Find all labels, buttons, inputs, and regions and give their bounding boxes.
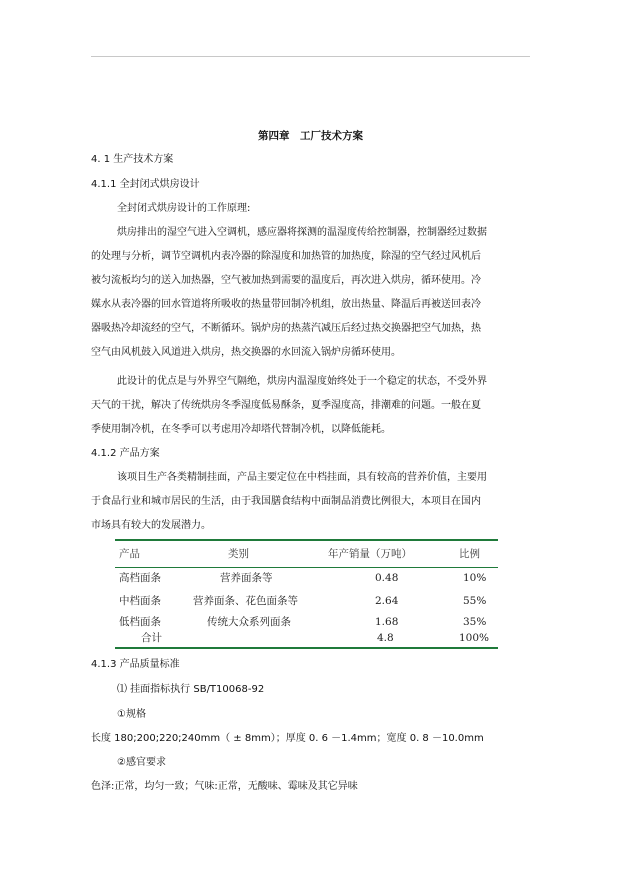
paragraph-line: 器吸热冷却流经的空气，不断循环。锅炉房的热蒸汽减压后经过热交换器把空气加热，热: [91, 323, 481, 334]
paragraph-line: 市场具有较大的发展潜力。: [91, 520, 211, 531]
table-cell: 2.64: [375, 595, 399, 607]
header-rule: [91, 56, 530, 57]
table-cell: 高档面条: [119, 572, 161, 584]
table-header-rule: [115, 567, 498, 568]
principle-paragraph: [91, 226, 521, 370]
table-cell: 营养面条、花色面条等: [193, 595, 298, 607]
principle-heading: 全封闭式烘房设计的工作原理:: [117, 203, 251, 214]
table-cell: 0.48: [375, 572, 399, 584]
table-cell: 低档面条: [119, 616, 161, 628]
table-header-ratio: 比例: [459, 548, 480, 560]
advantage-paragraph: [91, 375, 521, 447]
table-bottom-rule: [115, 647, 498, 649]
spec-text: 长度 180;200;220;240mm（ ± 8mm）；厚度 0. 6 －1.4mm；宽度 0. 8 －10.0mm: [91, 733, 484, 744]
product-table: [115, 539, 498, 649]
chapter-title: 第四章 工厂技术方案: [258, 130, 363, 142]
section-4-1: 4. 1 生产技术方案: [91, 154, 174, 165]
spec-heading: ①规格: [117, 709, 146, 720]
paragraph-line: 的处理与分析，调节空调机内表冷器的除湿度和加热管的加热度，除湿的空气经过风机后: [91, 251, 481, 262]
standard-item-1: ⑴ 挂面指标执行 SB/T10068-92: [117, 684, 265, 695]
table-header-category: 类别: [228, 548, 249, 560]
table-cell: 35%: [463, 616, 487, 628]
paragraph-line: 此设计的优点是与外界空气隔绝，烘房内温湿度始终处于一个稳定的状态，不受外界: [117, 376, 487, 387]
product-paragraph: [91, 471, 521, 543]
paragraph-line: 媒水从表冷器的回水管道将所吸收的热量带回制冷机组，放出热量、降温后再被送回表冷: [91, 299, 481, 310]
paragraph-line: 季使用制冷机，在冬季可以考虑用冷却塔代替制冷机，以降低能耗。: [91, 424, 391, 435]
table-cell: 中档面条: [119, 595, 161, 607]
section-4-1-2: 4.1.2 产品方案: [91, 448, 160, 459]
table-cell: 合计: [141, 632, 162, 644]
sensory-text: 色泽:正常，均匀一致；气味:正常，无酸味、霉味及其它异味: [91, 781, 358, 792]
table-header-product: 产品: [119, 548, 140, 560]
table-cell: 1.68: [375, 616, 399, 628]
table-cell: 传统大众系列面条: [207, 616, 291, 628]
paragraph-line: 空气由风机鼓入风道进入烘房，热交换器的水回流入锅炉房循环使用。: [91, 347, 401, 358]
paragraph-line: 于食品行业和城市居民的生活，由于我国膳食结构中面制品消费比例很大，本项目在国内: [91, 496, 481, 507]
paragraph-line: 天气的干扰，解决了传统烘房冬季湿度低易酥条，夏季湿度高，排潮难的问题。一般在夏: [91, 400, 481, 411]
table-cell: 营养面条等: [220, 572, 273, 584]
table-cell: 100%: [459, 632, 490, 644]
paragraph-line: 被匀流板均匀的送入加热器，空气被加热到需要的温度后，再次进入烘房，循环使用。冷: [91, 275, 481, 286]
paragraph-line: 烘房排出的湿空气进入空调机，感应器将探测的温湿度传给控制器，控制器经过数据: [117, 227, 487, 238]
table-cell: 55%: [463, 595, 487, 607]
section-4-1-3: 4.1.3 产品质量标准: [91, 659, 180, 670]
section-4-1-1: 4.1.1 全封闭式烘房设计: [91, 179, 200, 190]
table-top-rule: [115, 539, 498, 541]
table-cell: 4.8: [377, 632, 394, 644]
table-header-volume: 年产销量（万吨）: [328, 548, 412, 560]
table-cell: 10%: [463, 572, 487, 584]
paragraph-line: 该项目生产各类精制挂面，产品主要定位在中档挂面，具有较高的营养价值，主要用: [117, 472, 487, 483]
sensory-heading: ②感官要求: [117, 757, 166, 768]
